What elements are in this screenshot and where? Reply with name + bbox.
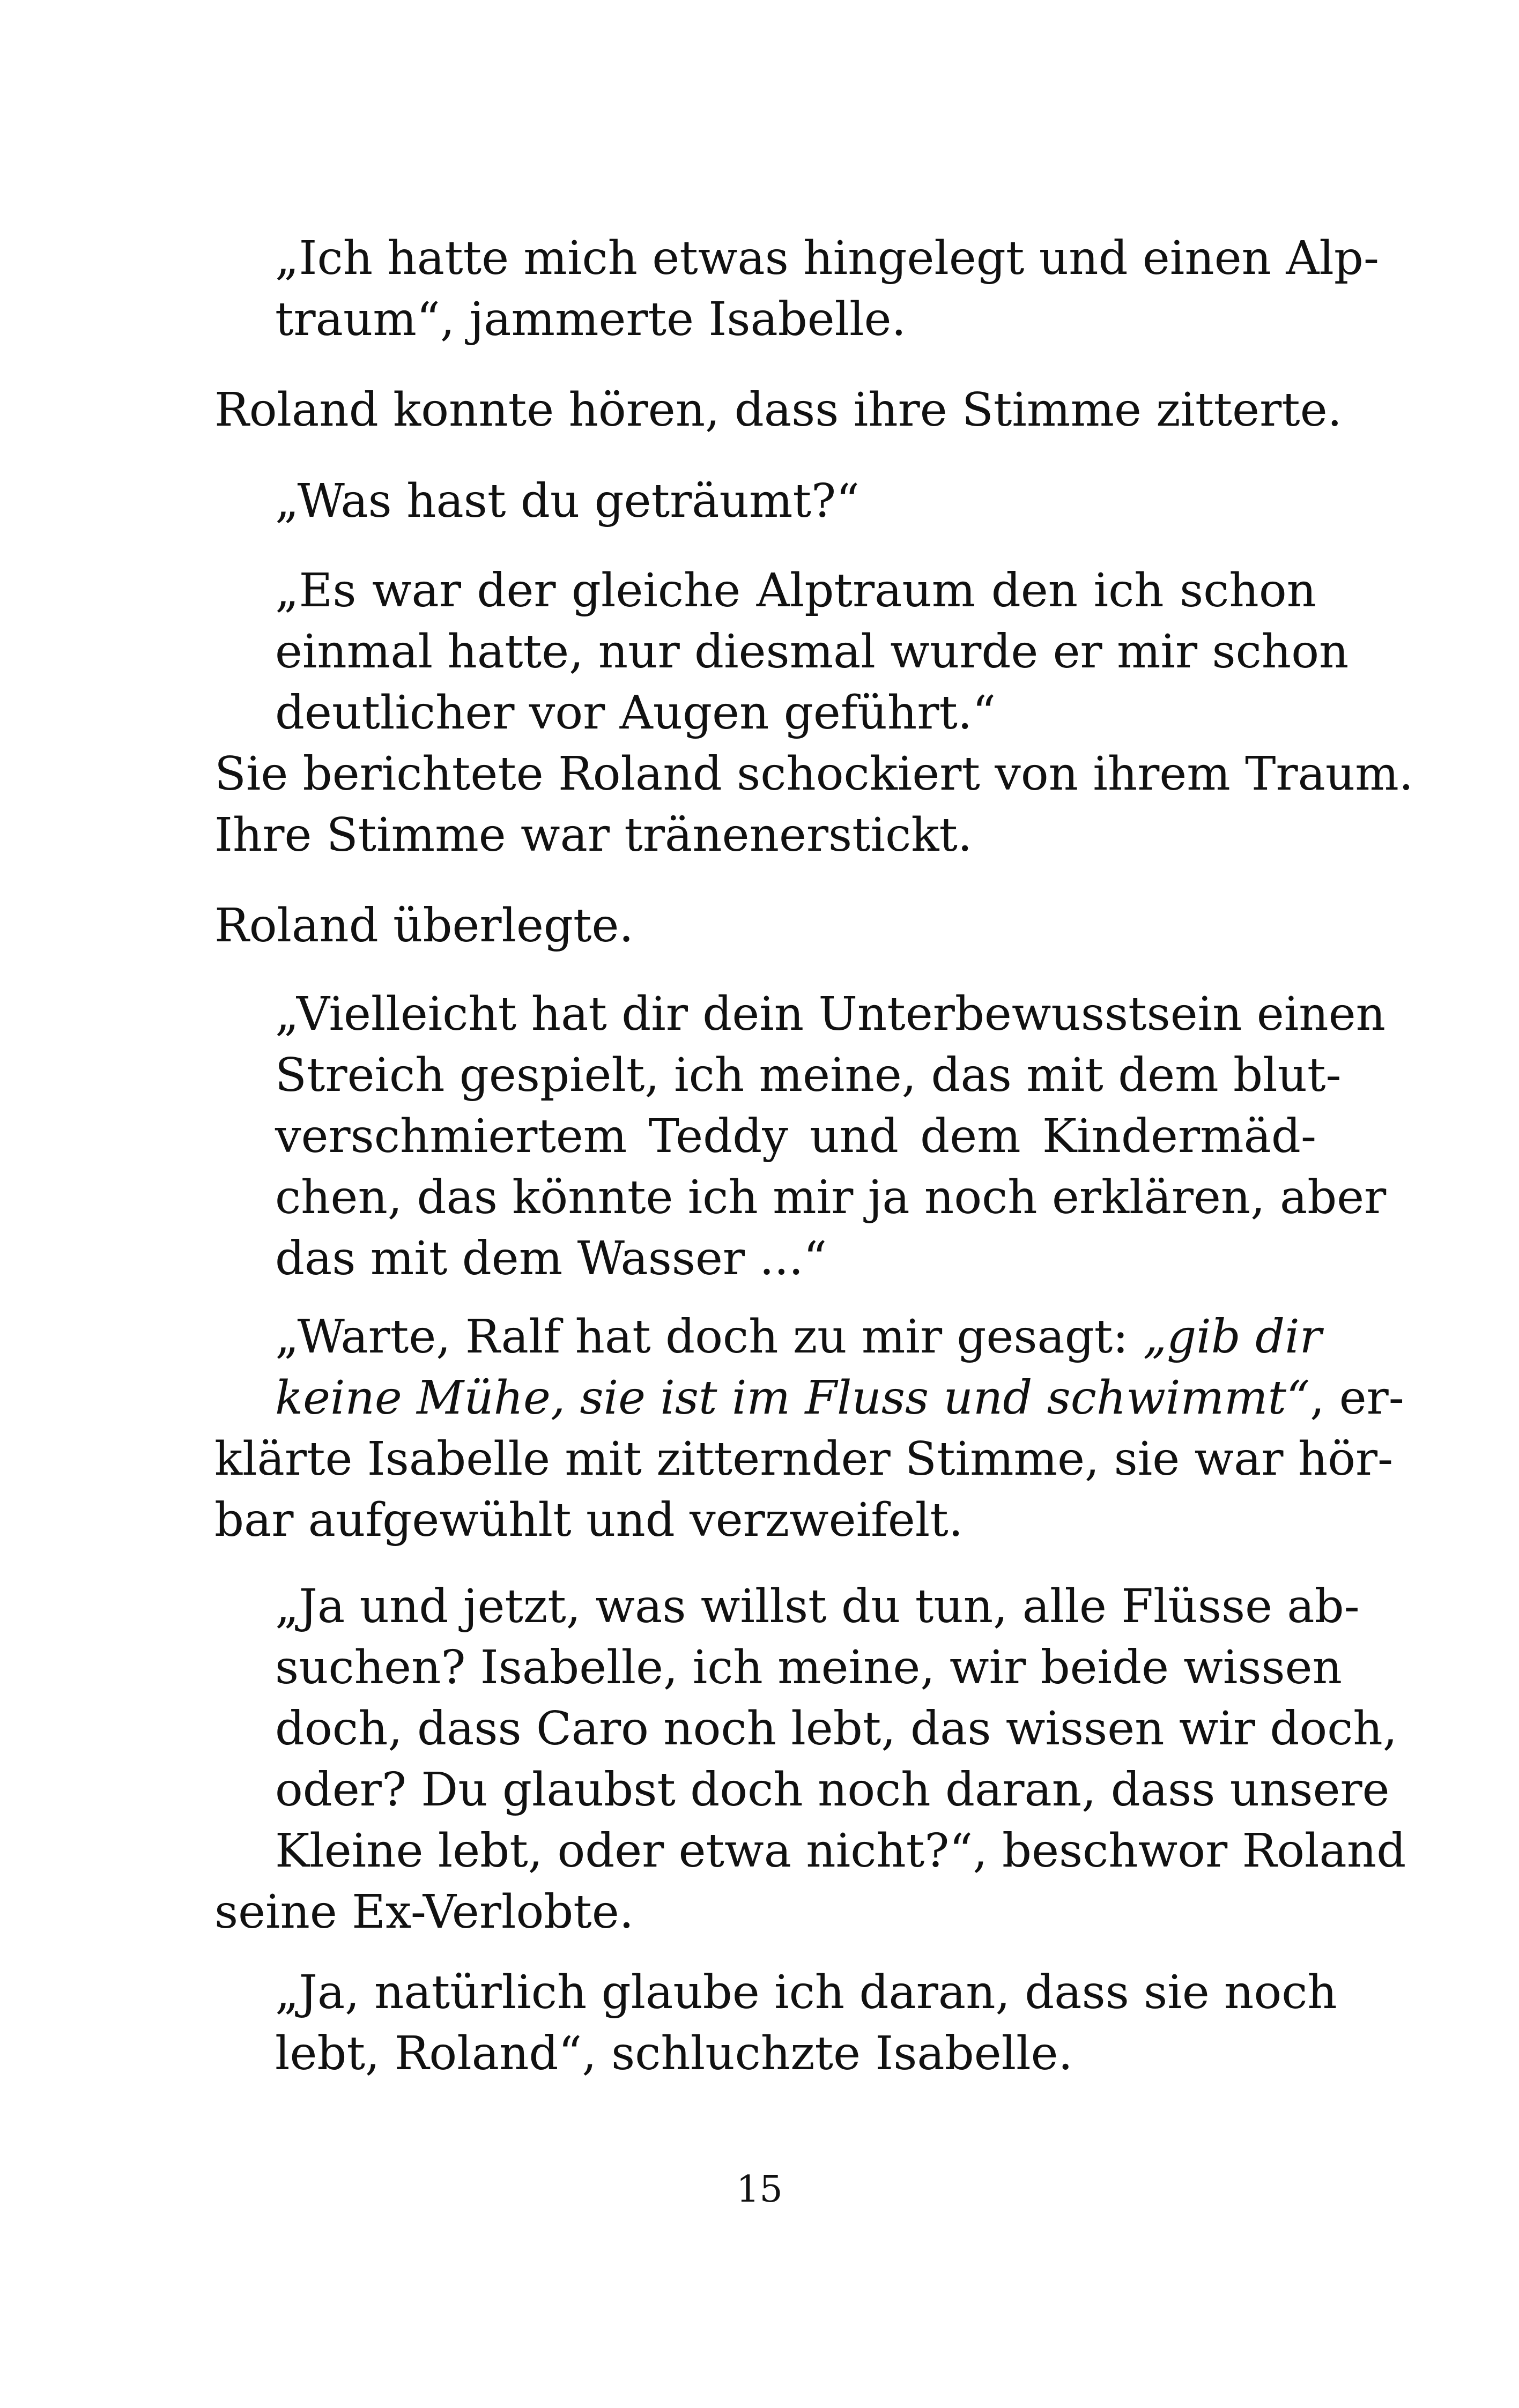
text-line: lebt, Roland“, schluchzte Isabelle. bbox=[275, 2027, 1073, 2080]
text-line: oder? Du glaubst doch noch daran, dass unsere bbox=[275, 1763, 1390, 1817]
text-line: chen, das könnte ich mir ja noch erklären, aber bbox=[275, 1171, 1387, 1224]
paragraph bbox=[275, 1962, 1337, 2084]
text-line bbox=[275, 1306, 1322, 1367]
paragraph bbox=[214, 1306, 1404, 1551]
paragraph bbox=[214, 895, 1316, 956]
text-line: traum“, jammerte Isabelle. bbox=[275, 293, 906, 346]
italic-quote: keine Mühe, sie ist im Fluss und schwimmt“ bbox=[275, 1371, 1310, 1425]
text-line: „Es war der gleiche Alptraum den ich schon bbox=[275, 564, 1316, 618]
paragraph bbox=[214, 560, 1414, 866]
text-line: „Ich hatte mich etwas hingelegt und einen Alp- bbox=[275, 232, 1380, 285]
paragraph bbox=[214, 380, 1342, 441]
text-line: „Ja und jetzt, was willst du tun, alle Flüsse ab- bbox=[275, 1580, 1360, 1633]
text-line: „Was hast du geträumt?“ bbox=[275, 474, 860, 528]
text-line: Ihre Stimme war tränenerstickt. bbox=[214, 808, 973, 862]
text-line: das mit dem Wasser ...“ bbox=[275, 1232, 827, 1285]
text-line: seine Ex-Verlobte. bbox=[214, 1885, 634, 1939]
paragraph bbox=[214, 1576, 1406, 1943]
text-line: Roland überlegte. bbox=[214, 899, 634, 953]
text-line: suchen? Isabelle, ich meine, wir beide wissen bbox=[275, 1641, 1342, 1694]
italic-quote: „gib dir bbox=[1143, 1310, 1322, 1364]
text-line: Streich gespielt, ich meine, das mit dem blut- bbox=[275, 1049, 1342, 1102]
text-line: „Ja, natürlich glaube ich daran, dass sie noch bbox=[275, 1966, 1337, 2019]
text-line: Kleine lebt, oder etwa nicht?“, beschwor Roland bbox=[275, 1824, 1406, 1878]
text-line: „Vielleicht hat dir dein Unterbewusstsein einen bbox=[275, 987, 1385, 1041]
text-line: verschmiertem Teddy und dem Kindermäd- bbox=[275, 1110, 1316, 1163]
text-line: einmal hatte, nur diesmal wurde er mir schon bbox=[275, 625, 1349, 679]
text-line: doch, dass Caro noch lebt, das wissen wir doch, bbox=[275, 1702, 1398, 1756]
paragraph bbox=[275, 984, 1387, 1289]
paragraph bbox=[275, 471, 1316, 532]
text-line: Roland konnte hören, dass ihre Stimme zitterte. bbox=[214, 383, 1342, 437]
text-line: deutlicher vor Augen geführt.“ bbox=[275, 686, 996, 740]
text-line bbox=[275, 1367, 1404, 1429]
text-span: „Warte, Ralf hat doch zu mir gesagt: bbox=[275, 1310, 1143, 1364]
text-line: Sie berichtete Roland schockiert von ihrem Traum. bbox=[214, 747, 1414, 801]
text-line: bar aufgewühlt und verzweifelt. bbox=[214, 1493, 964, 1547]
paragraph bbox=[275, 228, 1380, 350]
text-span: , er- bbox=[1310, 1371, 1404, 1425]
page-number: 15 bbox=[736, 2168, 783, 2211]
text-line: klärte Isabelle mit zitternder Stimme, sie war hör- bbox=[214, 1432, 1394, 1486]
